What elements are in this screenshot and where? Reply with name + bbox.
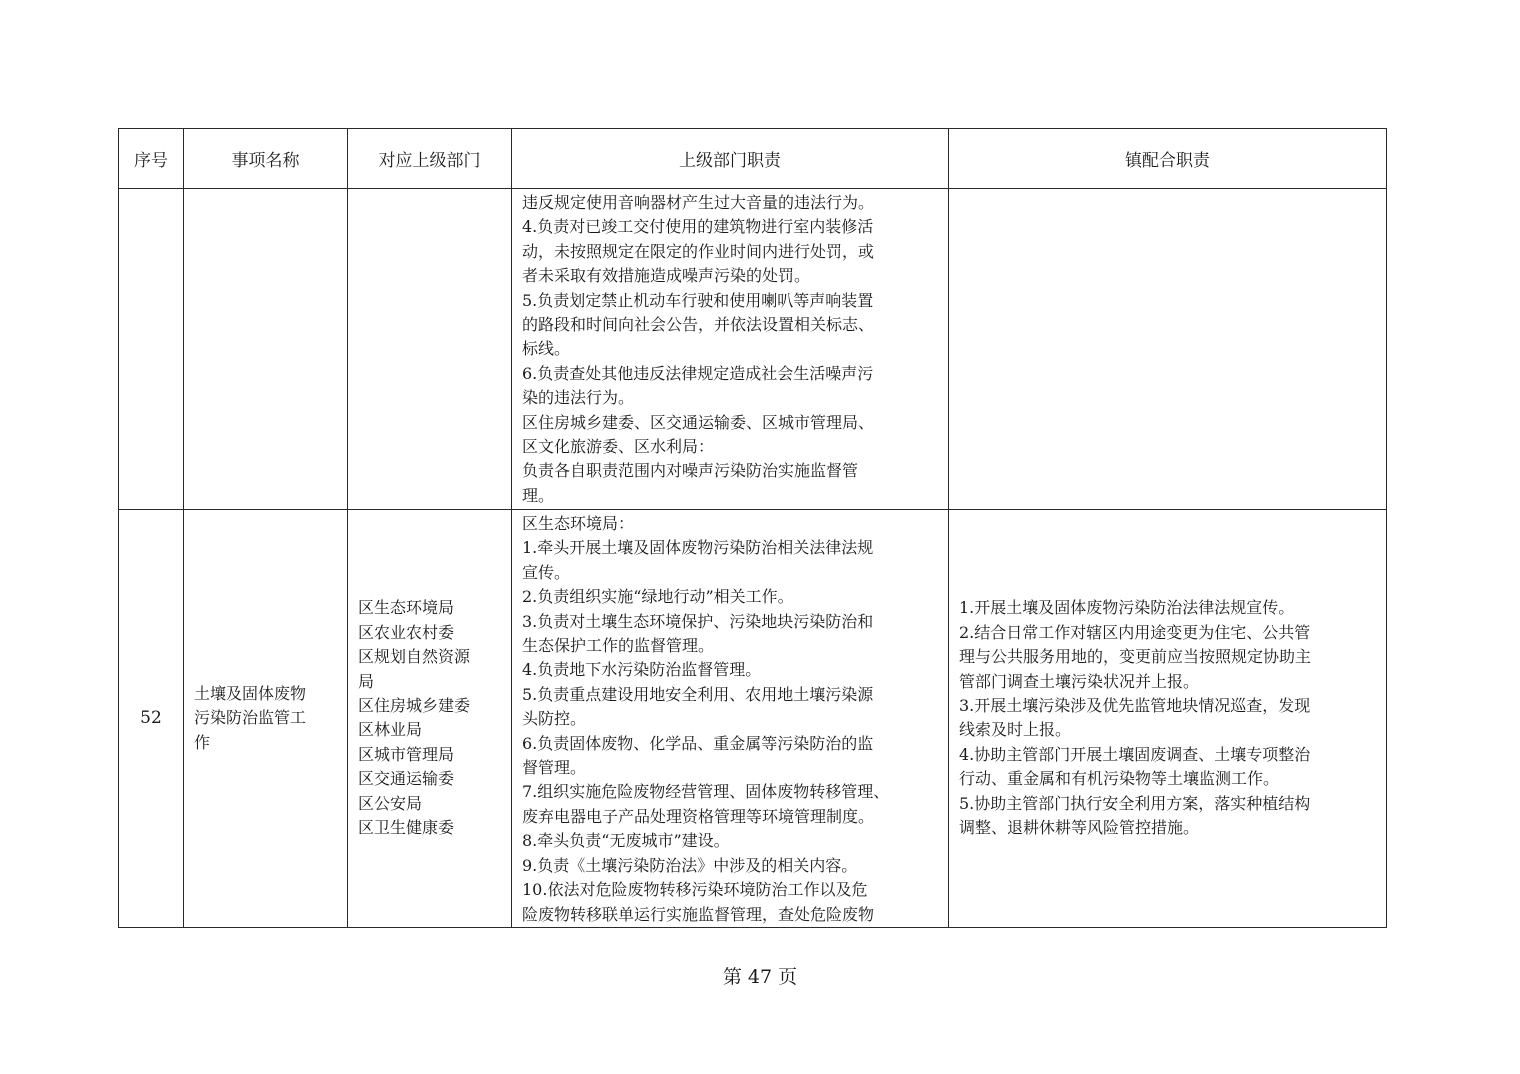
table-row-52	[119, 510, 1387, 928]
town-duty-line: 行动、重金属和有机污染物等土壤监测工作。	[959, 769, 1280, 789]
dept-line: 区卫生健康委	[358, 818, 455, 838]
header-upper-duty: 上级部门职责	[512, 129, 949, 189]
upper-duty-line: 标线。	[522, 339, 571, 359]
header-seq: 序号	[119, 129, 184, 189]
header-dept: 对应上级部门	[348, 129, 512, 189]
seq-cell	[119, 510, 184, 928]
dept-cell	[348, 510, 512, 928]
upper-duty-line: 区文化旅游委、区水利局：	[522, 437, 715, 457]
town-duty-line: 理与公共服务用地的，变更前应当按照规定协助主	[959, 647, 1312, 667]
header-item-name: 事项名称	[184, 129, 348, 189]
town-duty-line: 管部门调查土壤污染状况并上报。	[959, 671, 1200, 691]
upper-duty-line: 险废物转移联单运行实施监督管理，查处危险废物	[522, 904, 875, 924]
seq-value: 52	[140, 708, 162, 729]
town-duty-line: 1.开展土壤及固体废物污染防治法律法规宣传。	[959, 598, 1295, 618]
town-duty-line: 5.协助主管部门执行安全利用方案，落实种植结构	[959, 793, 1311, 813]
upper-duty-line: 2.负责组织实施“绿地行动”相关工作。	[522, 587, 794, 607]
upper-duty-line: 督管理。	[522, 758, 587, 778]
header-town-duty: 镇配合职责	[949, 129, 1387, 189]
town-duty-cell	[949, 510, 1387, 928]
item-name-cell	[184, 189, 348, 510]
upper-duty-line: 6.负责查处其他违反法律规定造成社会生活噪声污	[522, 363, 874, 383]
table-header-row	[119, 129, 1387, 189]
item-name-line: 土壤及固体废物	[194, 683, 307, 703]
item-name-line: 污染防治监管工	[194, 708, 307, 728]
duty-table	[118, 128, 1387, 928]
upper-duty-line: 区生态环境局：	[522, 514, 635, 533]
upper-duty-line: 宣传。	[522, 562, 571, 582]
town-duty-line: 2.结合日常工作对辖区内用途变更为住宅、公共管	[959, 622, 1311, 642]
upper-duty-line: 染的违法行为。	[522, 388, 635, 408]
dept-line: 区林业局	[358, 720, 423, 740]
upper-duty-line: 者未采取有效措施造成噪声污染的处罚。	[522, 266, 811, 286]
dept-line: 区公安局	[358, 793, 423, 813]
upper-duty-line: 负责各自职责范围内对噪声污染防治实施监督管	[522, 461, 859, 481]
dept-line: 区规划自然资源	[358, 647, 471, 667]
upper-duty-line: 违反规定使用音响器材产生过大音量的违法行为。	[522, 193, 875, 212]
upper-duty-line: 5.负责重点建设用地安全利用、农用地土壤污染源	[522, 684, 874, 704]
town-duty-line: 线索及时上报。	[959, 720, 1072, 740]
upper-duty-line: 4.负责地下水污染防治监督管理。	[522, 660, 762, 680]
item-name-cell	[184, 510, 348, 928]
upper-duty-line: 区住房城乡建委、区交通运输委、区城市管理局、	[522, 412, 875, 432]
dept-line: 区住房城乡建委	[358, 696, 471, 716]
dept-line: 局	[358, 671, 375, 691]
item-name-line: 作	[194, 732, 211, 752]
upper-duty-line: 5.负责划定禁止机动车行驶和使用喇叭等声响装置	[522, 290, 874, 310]
page-number: 第 47 页	[722, 966, 798, 988]
town-duty-cell	[949, 189, 1387, 510]
dept-line: 区城市管理局	[358, 744, 455, 764]
upper-duty-line: 8.牵头负责“无废城市”建设。	[522, 831, 730, 851]
upper-duty-line: 4.负责对已竣工交付使用的建筑物进行室内装修活	[522, 217, 874, 237]
upper-duty-line: 6.负责固体废物、化学品、重金属等污染防治的监	[522, 733, 874, 753]
dept-cell	[348, 189, 512, 510]
seq-cell	[119, 189, 184, 510]
town-duty-line: 4.协助主管部门开展土壤固废调查、土壤专项整治	[959, 744, 1311, 764]
upper-duty-line: 的路段和时间向社会公告，并依法设置相关标志、	[522, 315, 875, 335]
upper-duty-cell	[512, 189, 949, 510]
upper-duty-cell	[512, 510, 949, 928]
dept-line: 区生态环境局	[358, 598, 455, 618]
dept-line: 区交通运输委	[358, 769, 455, 789]
upper-duty-line: 废弃电器电子产品处理资格管理等环境管理制度。	[522, 806, 875, 826]
town-duty-line: 调整、退耕休耕等风险管控措施。	[959, 818, 1200, 838]
table-row-continued	[119, 189, 1387, 510]
upper-duty-line: 生态保护工作的监督管理。	[522, 636, 715, 656]
upper-duty-line: 9.负责《土壤污染防治法》中涉及的相关内容。	[522, 855, 858, 875]
upper-duty-line: 10.依法对危险废物转移污染环境防治工作以及危	[522, 880, 868, 900]
dept-line: 区农业农村委	[358, 622, 455, 642]
town-duty-line: 3.开展土壤污染涉及优先监管地块情况巡查，发现	[959, 696, 1311, 716]
upper-duty-line: 7.组织实施危险废物经营管理、固体废物转移管理、	[522, 782, 890, 802]
upper-duty-line: 1.牵头开展土壤及固体废物污染防治相关法律法规	[522, 538, 874, 558]
upper-duty-line: 理。	[522, 485, 555, 505]
upper-duty-line: 3.负责对土壤生态环境保护、污染地块污染防治和	[522, 611, 874, 631]
upper-duty-line: 头防控。	[522, 709, 587, 729]
upper-duty-line: 动，未按照规定在限定的作业时间内进行处罚，或	[522, 241, 875, 261]
